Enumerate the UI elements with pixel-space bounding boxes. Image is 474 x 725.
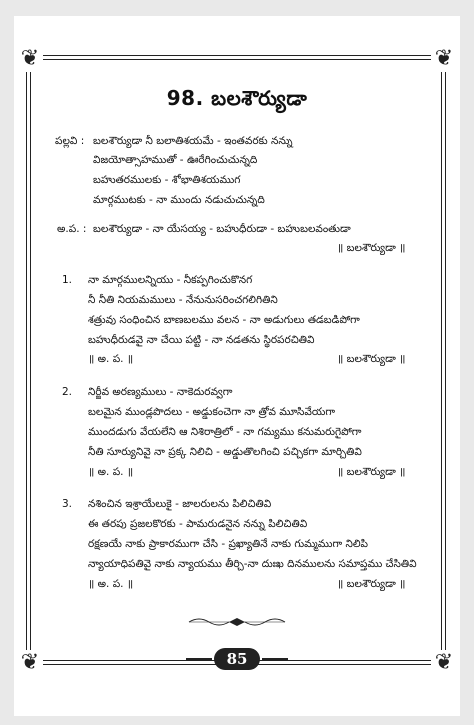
stanza-line: ఈ తరపు ప్రజలకొరకు - పామరుడనైన నన్ను పిలిచితివి <box>88 518 308 530</box>
stanza-number: 3. <box>62 498 73 510</box>
ap-ref: ॥ అ. ప. ॥ <box>88 578 134 590</box>
ap-ref: ॥ అ. ప. ॥ <box>88 353 134 365</box>
corner-ornament-bottom-right: ❦ <box>431 650 457 676</box>
stanza-line: నీతి సూర్యునివై నా ప్రక్క నిలిచి - అడ్డుతొలగించి పచ్చికగా మార్చితివి <box>88 446 362 458</box>
stanza-line: శత్రువు సంధించిన బాణబలము వలన - నా అడుగులు తడబడిపోగా <box>88 314 360 326</box>
corner-ornament-top-right: ❦ <box>431 46 457 72</box>
ap-ref: ॥ అ. ప. ॥ <box>88 466 134 478</box>
stanza-line: నా మార్గములన్నియు - నీకప్పగించుకొనగ <box>88 274 253 286</box>
page-number-rule-right <box>262 658 288 660</box>
page-number: 85 <box>214 648 260 670</box>
corner-ornament-top-left: ❦ <box>17 46 43 72</box>
stanza-line: రక్షణయే నాకు ప్రాకారముగా చేసి - ప్రఖ్యాతినే నాకు గుమ్మముగా నిలిపి <box>88 538 369 550</box>
pallavi-line: బహుతరములకు - శోభాతిశయముగ <box>93 174 241 186</box>
pallavi-line: బలశౌర్యుడా నీ బలాతిశయమే - ఇంతవరకు నన్ను <box>93 135 293 147</box>
stanza-line: నిర్జీవ అరణ్యములు - నాకెదురవ్వగా <box>88 386 233 398</box>
stanza-number: 2. <box>62 386 73 398</box>
page-number-rule-left <box>186 658 212 660</box>
refrain-ref: ॥ బలశౌర్యుడా ॥ <box>337 353 406 365</box>
song-title: 98. బలశౌర్యుడా <box>166 86 308 110</box>
stanza-line: బహుధీరుడవై నా చేయి పట్టి - నా నడతను స్థిరపరచితివి <box>88 334 315 346</box>
anupallavi-line: బలశౌర్యుడా - నా యేసయ్య - బహుధీరుడా - బహుబలవంతుడా <box>93 223 351 235</box>
anupallavi-label: అ.ప. : <box>57 223 87 235</box>
stanza-line: న్యాయాధిపతివై నాకు న్యాయము తీర్చి-నా దుఃఖ దినములను సమాప్తము చేసితివి <box>88 558 417 570</box>
stanza-number: 1. <box>62 274 73 286</box>
pallavi-line: మార్గముటకు - నా ముందు నడుచుచున్నది <box>93 194 265 206</box>
pallavi-line: విజయోత్సాహముతో - ఊరేగించుచున్నది <box>93 154 258 166</box>
corner-ornament-bottom-left: ❦ <box>17 650 43 676</box>
pallavi-label: పల్లవి : <box>55 135 85 147</box>
refrain-ref: ॥ బలశౌర్యుడా ॥ <box>337 466 406 478</box>
stanza-line: నీ నీతి నియమములు - నేనునుసరించగలిగితిని <box>88 294 278 306</box>
stanza-line: బలమైన ముండ్లపొదలు - అడ్డుకంచెగా నా త్రోవ మూసివేయగా <box>88 406 336 418</box>
stanza-line: నశించిన ఇశ్రాయేలుకై - జాలరులను పిలిచితివి <box>88 498 272 510</box>
refrain-ref: ॥ బలశౌర్యుడా ॥ <box>337 578 406 590</box>
ornamental-divider <box>187 616 287 628</box>
stanza-line: ముందడుగు వేయలేని ఆ నిశిరాత్రిలో - నా గమ్యము కనుమరుగైపోగా <box>88 426 362 438</box>
refrain-ref: ॥ బలశౌర్యుడా ॥ <box>337 242 406 254</box>
